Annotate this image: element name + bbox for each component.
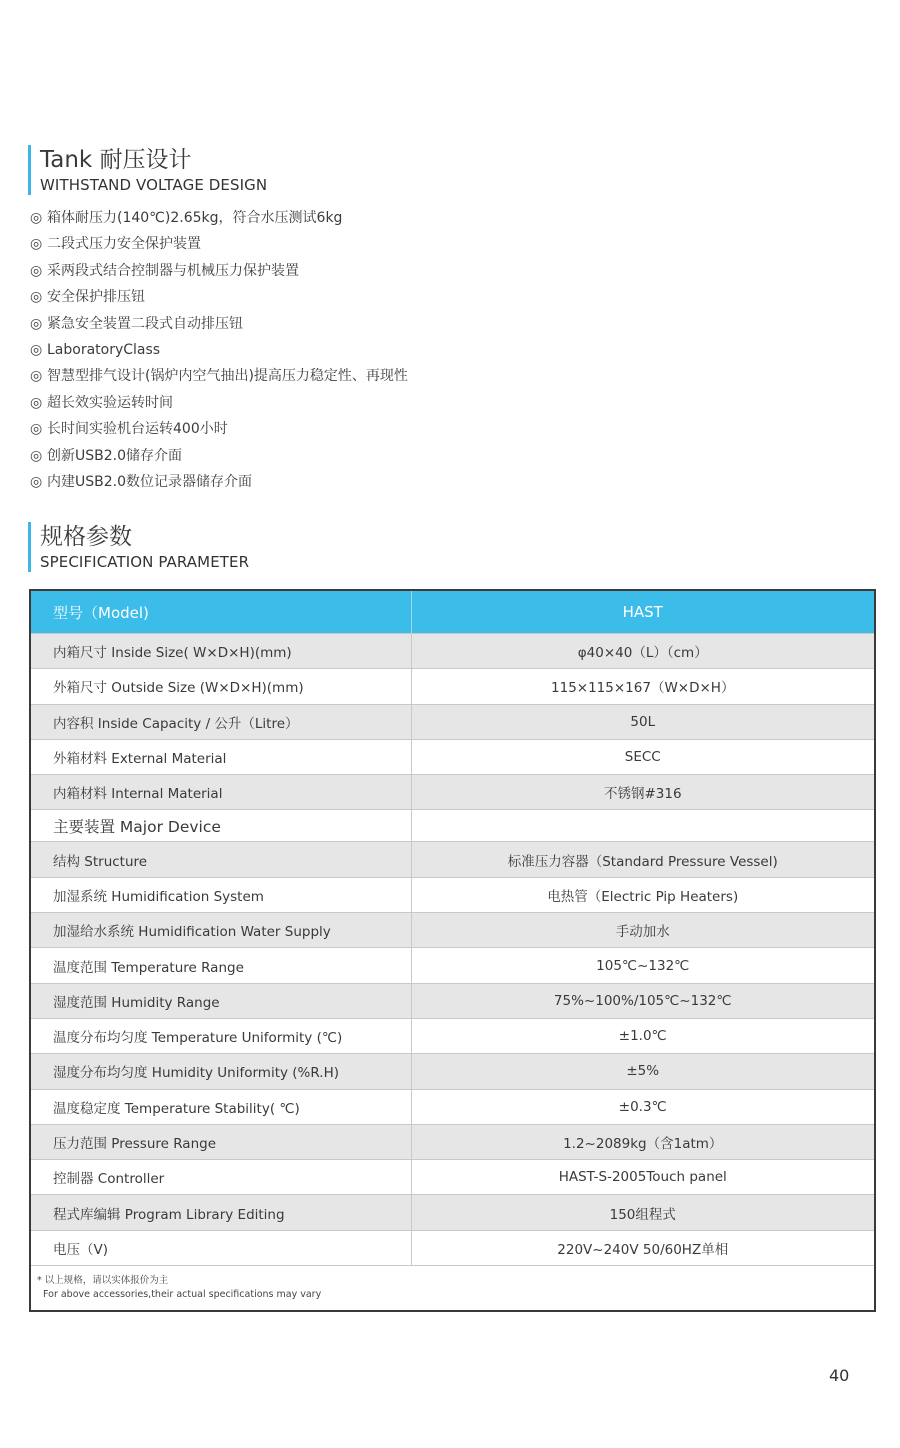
bullet-circle-icon: ◎	[30, 341, 43, 358]
row-label: 内容积 Inside Capacity / 公升（Litre）	[31, 704, 411, 739]
row-label: 结构 Structure	[31, 842, 411, 877]
table-row	[31, 948, 874, 983]
list-item	[30, 338, 408, 364]
feature-text: 采两段式结合控制器与机械压力保护装置	[47, 262, 299, 279]
row-label: 温度范围 Temperature Range	[31, 948, 411, 983]
row-label: 内箱材料 Internal Material	[31, 775, 411, 810]
footnote-cn: * 以上规格，请以实体报价为主	[37, 1275, 169, 1287]
row-value: φ40×40（L）（cm）	[411, 634, 874, 669]
table-row	[31, 1160, 874, 1195]
list-item	[30, 417, 408, 443]
row-value: 105℃~132℃	[411, 948, 874, 983]
list-item	[30, 470, 408, 496]
row-label: 外箱材料 External Material	[31, 739, 411, 774]
list-item	[30, 364, 408, 390]
header-value-cell: HAST	[411, 591, 874, 634]
row-label: 电压（V)	[31, 1230, 411, 1265]
bullet-circle-icon: ◎	[30, 447, 43, 464]
table-row	[31, 634, 874, 669]
feature-text: 创新USB2.0储存介面	[47, 447, 183, 464]
row-value: 标准压力容器（Standard Pressure Vessel)	[411, 842, 874, 877]
row-value: SECC	[411, 739, 874, 774]
feature-text: 内建USB2.0数位记录器储存介面	[47, 473, 253, 490]
feature-list	[30, 206, 408, 496]
row-value: 75%~100%/105℃~132℃	[411, 983, 874, 1018]
row-value: ±1.0℃	[411, 1018, 874, 1053]
tank-title-en: WITHSTAND VOLTAGE DESIGN	[40, 176, 268, 194]
list-item	[30, 285, 408, 311]
table-header-row	[31, 591, 874, 634]
row-value: 150组程式	[411, 1195, 874, 1230]
table-row	[31, 1124, 874, 1159]
row-value: 220V~240V 50/60HZ单相	[411, 1230, 874, 1265]
row-value: 电热管（Electric Pip Heaters)	[411, 877, 874, 912]
bullet-circle-icon: ◎	[30, 289, 43, 306]
row-label: 压力范围 Pressure Range	[31, 1124, 411, 1159]
feature-text: 智慧型排气设计(锅炉内空气抽出)提高压力稳定性、再现性	[47, 368, 408, 385]
list-item	[30, 391, 408, 417]
table-row	[31, 775, 874, 810]
bullet-circle-icon: ◎	[30, 315, 43, 332]
table-row	[31, 1018, 874, 1053]
tank-section-header	[28, 145, 267, 195]
header-label-cell: 型号（Model)	[31, 591, 411, 634]
bullet-circle-icon: ◎	[30, 262, 43, 279]
bullet-circle-icon: ◎	[30, 473, 43, 490]
feature-text: 长时间实验机台运转400小时	[47, 421, 228, 438]
table-row	[31, 1054, 874, 1089]
row-value: 手动加水	[411, 913, 874, 948]
bullet-circle-icon: ◎	[30, 236, 43, 253]
list-item	[30, 312, 408, 338]
row-label: 湿度范围 Humidity Range	[31, 983, 411, 1018]
bullet-circle-icon: ◎	[30, 394, 43, 411]
row-label: 外箱尺寸 Outside Size (W×D×H)(mm)	[31, 669, 411, 704]
table-row	[31, 669, 874, 704]
feature-text: 紧急安全装置二段式自动排压钮	[47, 315, 243, 332]
tank-title-cn: Tank 耐压设计	[40, 147, 192, 173]
spec-table	[31, 591, 874, 1266]
list-item	[30, 206, 408, 232]
row-label: 控制器 Controller	[31, 1160, 411, 1195]
page-number: 40	[829, 1366, 850, 1385]
bullet-circle-icon: ◎	[30, 368, 43, 385]
feature-text: 超长效实验运转时间	[47, 394, 173, 411]
spec-table-frame	[29, 589, 876, 1312]
bullet-circle-icon: ◎	[30, 210, 43, 226]
feature-text: 二段式压力安全保护装置	[47, 236, 201, 253]
table-row	[31, 704, 874, 739]
table-row	[31, 1195, 874, 1230]
row-label: 湿度分布均匀度 Humidity Uniformity (%R.H)	[31, 1054, 411, 1089]
row-value: ±5%	[411, 1054, 874, 1089]
table-row	[31, 739, 874, 774]
spec-section-header	[28, 522, 249, 572]
feature-text: LaboratoryClass	[47, 341, 161, 358]
row-label: 主要装置 Major Device	[31, 810, 411, 842]
table-row	[31, 1230, 874, 1265]
table-footnote	[31, 1266, 874, 1302]
footnote-en: For above accessories,their actual specifications may vary	[43, 1289, 322, 1301]
row-value: ±0.3℃	[411, 1089, 874, 1124]
row-value	[411, 810, 874, 842]
table-row	[31, 810, 874, 842]
list-item	[30, 444, 408, 470]
table-row	[31, 913, 874, 948]
table-row	[31, 1089, 874, 1124]
table-row	[31, 983, 874, 1018]
bullet-circle-icon: ◎	[30, 421, 43, 438]
feature-text: 安全保护排压钮	[47, 289, 145, 306]
table-row	[31, 842, 874, 877]
list-item	[30, 259, 408, 285]
row-label: 内箱尺寸 Inside Size( W×D×H)(mm)	[31, 634, 411, 669]
row-value: 1.2~2089kg（含1atm）	[411, 1124, 874, 1159]
spec-title-en: SPECIFICATION PARAMETER	[40, 553, 250, 571]
row-value: 115×115×167（W×D×H）	[411, 669, 874, 704]
list-item	[30, 232, 408, 258]
row-value: 不锈钢#316	[411, 775, 874, 810]
row-label: 加湿系统 Humidification System	[31, 877, 411, 912]
spec-title-cn: 规格参数	[40, 524, 132, 550]
row-value: HAST-S-2005Touch panel	[411, 1160, 874, 1195]
row-label: 温度分布均匀度 Temperature Uniformity (℃)	[31, 1018, 411, 1053]
feature-text: 箱体耐压力(140℃)2.65kg，符合水压测试6kg	[47, 210, 343, 226]
row-label: 加湿给水系统 Humidification Water Supply	[31, 913, 411, 948]
table-row	[31, 877, 874, 912]
row-value: 50L	[411, 704, 874, 739]
row-label: 程式库编辑 Program Library Editing	[31, 1195, 411, 1230]
row-label: 温度稳定度 Temperature Stability( ℃)	[31, 1089, 411, 1124]
